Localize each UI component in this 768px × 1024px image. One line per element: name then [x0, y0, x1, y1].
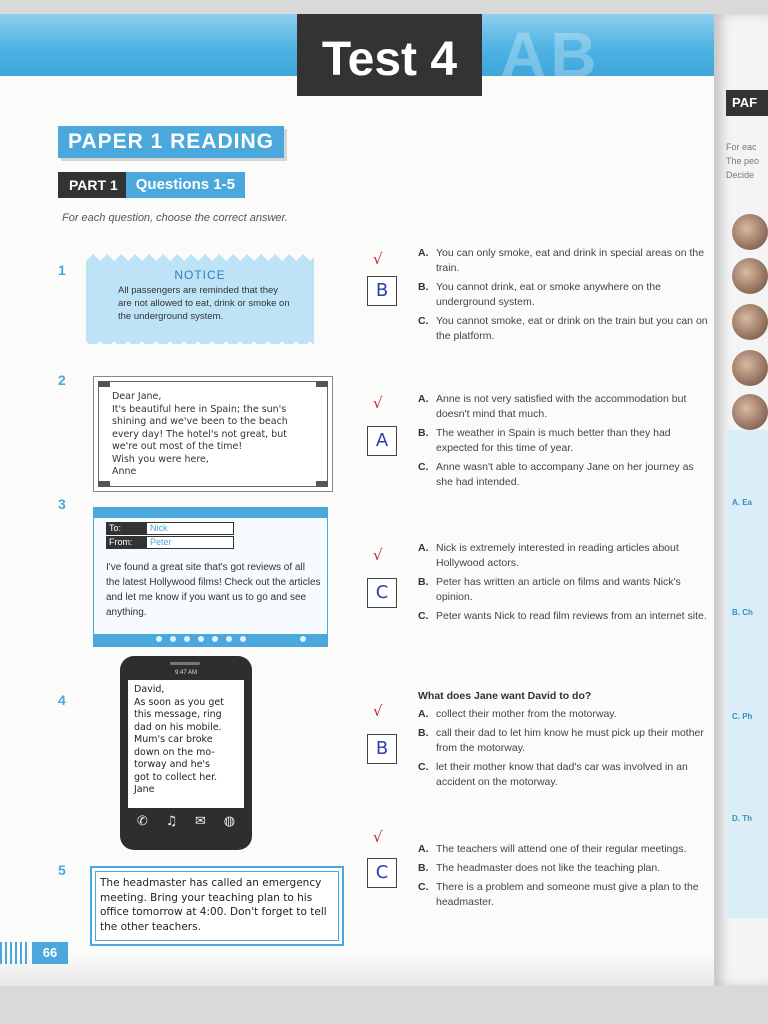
options-q5 [418, 842, 708, 914]
phone-dock [128, 810, 244, 832]
email-to-field: Nick [146, 522, 234, 535]
option[interactable]: C. There is a problem and someone must give a plan to the headmaster. [418, 881, 699, 908]
toolbar-icon [212, 636, 218, 642]
tick-mark: √ [373, 828, 383, 846]
option[interactable]: A. Nick is extremely interested in reading articles about Hollywood actors. [418, 542, 679, 569]
tick-mark: √ [373, 250, 383, 268]
option[interactable]: A. The teachers will attend one of their regular meetings. [418, 843, 687, 855]
mail-icon: ✉ [195, 813, 206, 829]
page-bottom [0, 954, 714, 986]
facing-page-photo [732, 304, 768, 340]
tick-mark: √ [373, 702, 383, 720]
facing-page-item: D. Th [732, 814, 752, 823]
toolbar-icon [184, 636, 190, 642]
option[interactable]: A. collect their mother from the motorway. [418, 708, 617, 720]
music-icon: ♫ [165, 813, 178, 829]
option[interactable]: C. Anne wasn't able to accompany Jane on her journey as she had intended. [418, 461, 694, 488]
email-to-row: To: Nick [106, 522, 234, 535]
part-questions: Questions 1-5 [126, 172, 245, 198]
option[interactable]: B. The headmaster does not like the teaching plan. [418, 862, 661, 874]
page-number: 66 [32, 942, 68, 964]
memo-note [90, 866, 344, 946]
question-number: 4 [58, 692, 66, 708]
option[interactable]: B. Peter has written an article on films and wants Nick's opinion. [418, 576, 681, 603]
phone-screen [128, 680, 244, 808]
facing-page-photo [732, 350, 768, 386]
phone-speaker [170, 662, 200, 665]
option[interactable]: A. Anne is not very satisfied with the accommodation but doesn't mind that much. [418, 393, 687, 420]
email-from-row: From: Peter [106, 536, 234, 549]
facing-page-text: Decide [726, 170, 755, 180]
facing-page-item: A. Ea [732, 498, 753, 507]
option[interactable]: B. You cannot drink, eat or smoke anywhere on the underground system. [418, 281, 661, 308]
question-number: 3 [58, 496, 66, 512]
facing-page-photo [732, 258, 768, 294]
options-q3 [418, 541, 708, 628]
instruction: For each question, choose the correct answer. [62, 212, 288, 224]
test-title: Test 4 [297, 14, 482, 96]
phone-status-bar: 9:47 AM [174, 670, 197, 676]
notice-text: All passengers are reminded that they are not allowed to eat, drink or smoke on the underground system. [118, 285, 290, 322]
answer-box-2[interactable]: A [367, 426, 397, 456]
toolbar-icon [170, 636, 176, 642]
memo-text: The headmaster has called an emergency meeting. Bring your teaching plan to his office tomorrow at 4:00. Don't forget to tell the other teachers. [100, 877, 327, 933]
notice-sign [86, 254, 314, 344]
answer-box-5[interactable]: C [367, 858, 397, 888]
question-number: 5 [58, 862, 66, 878]
facing-page-heading: PAF [726, 90, 768, 116]
option[interactable]: C. let their mother know that dad's car was involved in an accident on the motorway. [418, 761, 688, 788]
page-number-stripes [0, 942, 30, 964]
toolbar-icon [240, 636, 246, 642]
postcard [93, 376, 333, 492]
answer-box-4[interactable]: B [367, 734, 397, 764]
globe-icon: ◍ [223, 813, 236, 829]
text-message: David, As soon as you get this message, ring dad on his mobile. Mum's car broke down on the mo- torway and he's got to collect her. Jane [134, 684, 224, 795]
options-q4 [418, 689, 708, 794]
options-q1 [418, 246, 708, 348]
facing-page-item: C. Ph [732, 712, 753, 721]
page [0, 14, 768, 986]
facing-page-text: For eac [726, 142, 757, 152]
part-label: PART 1 [58, 172, 126, 198]
facing-page-edge [714, 14, 768, 986]
email-titlebar [94, 508, 327, 518]
option[interactable]: B. call their dad to let him know he must pick up their mother from the motorway. [418, 727, 704, 754]
mobile-phone [120, 656, 252, 850]
facing-page-item: B. Ch [732, 608, 753, 617]
option[interactable]: C. You cannot smoke, eat or drink on the train but you can on the platform. [418, 315, 708, 342]
toolbar-icon [156, 636, 162, 642]
toolbar-icon [226, 636, 232, 642]
notice-title: NOTICE [174, 268, 226, 282]
email-from-field: Peter [146, 536, 234, 549]
question-number: 1 [58, 262, 66, 278]
postcard-text: Dear Jane, It's beautiful here in Spain; the sun's shining and we've been to the beach every day! The hotel's not great, but we're out most of the time! Wish you were here, Anne [112, 391, 288, 477]
answer-box-1[interactable]: B [367, 276, 397, 306]
part-heading [58, 172, 245, 198]
facing-page-photo [732, 214, 768, 250]
option[interactable]: C. Peter wants Nick to read film reviews from an internet site. [418, 610, 707, 622]
paper-heading: PAPER 1 READING [58, 126, 284, 158]
answer-box-3[interactable]: C [367, 578, 397, 608]
options-q2 [418, 392, 708, 494]
question-prompt: What does Jane want David to do? [418, 690, 592, 702]
option[interactable]: B. The weather in Spain is much better than they had expected for this time of year. [418, 427, 671, 454]
tick-mark: √ [373, 546, 383, 564]
option[interactable]: A. You can only smoke, eat and drink in special areas on the train. [418, 247, 705, 274]
question-number: 2 [58, 372, 66, 388]
phone-call-icon: ✆ [136, 813, 148, 829]
email-window [93, 507, 328, 647]
facing-page-text: The peo [726, 156, 760, 166]
toolbar-icon [198, 636, 204, 642]
email-body: I've found a great site that's got reviews of all the latest Hollywood films! Check out the articles and let me know if you want us to go and see anything. [106, 562, 321, 618]
tick-mark: √ [373, 394, 383, 412]
toolbar-icon [300, 636, 306, 642]
banner-decoration: AB [500, 19, 601, 91]
facing-page-photo [732, 394, 768, 430]
email-toolbar [94, 634, 327, 646]
